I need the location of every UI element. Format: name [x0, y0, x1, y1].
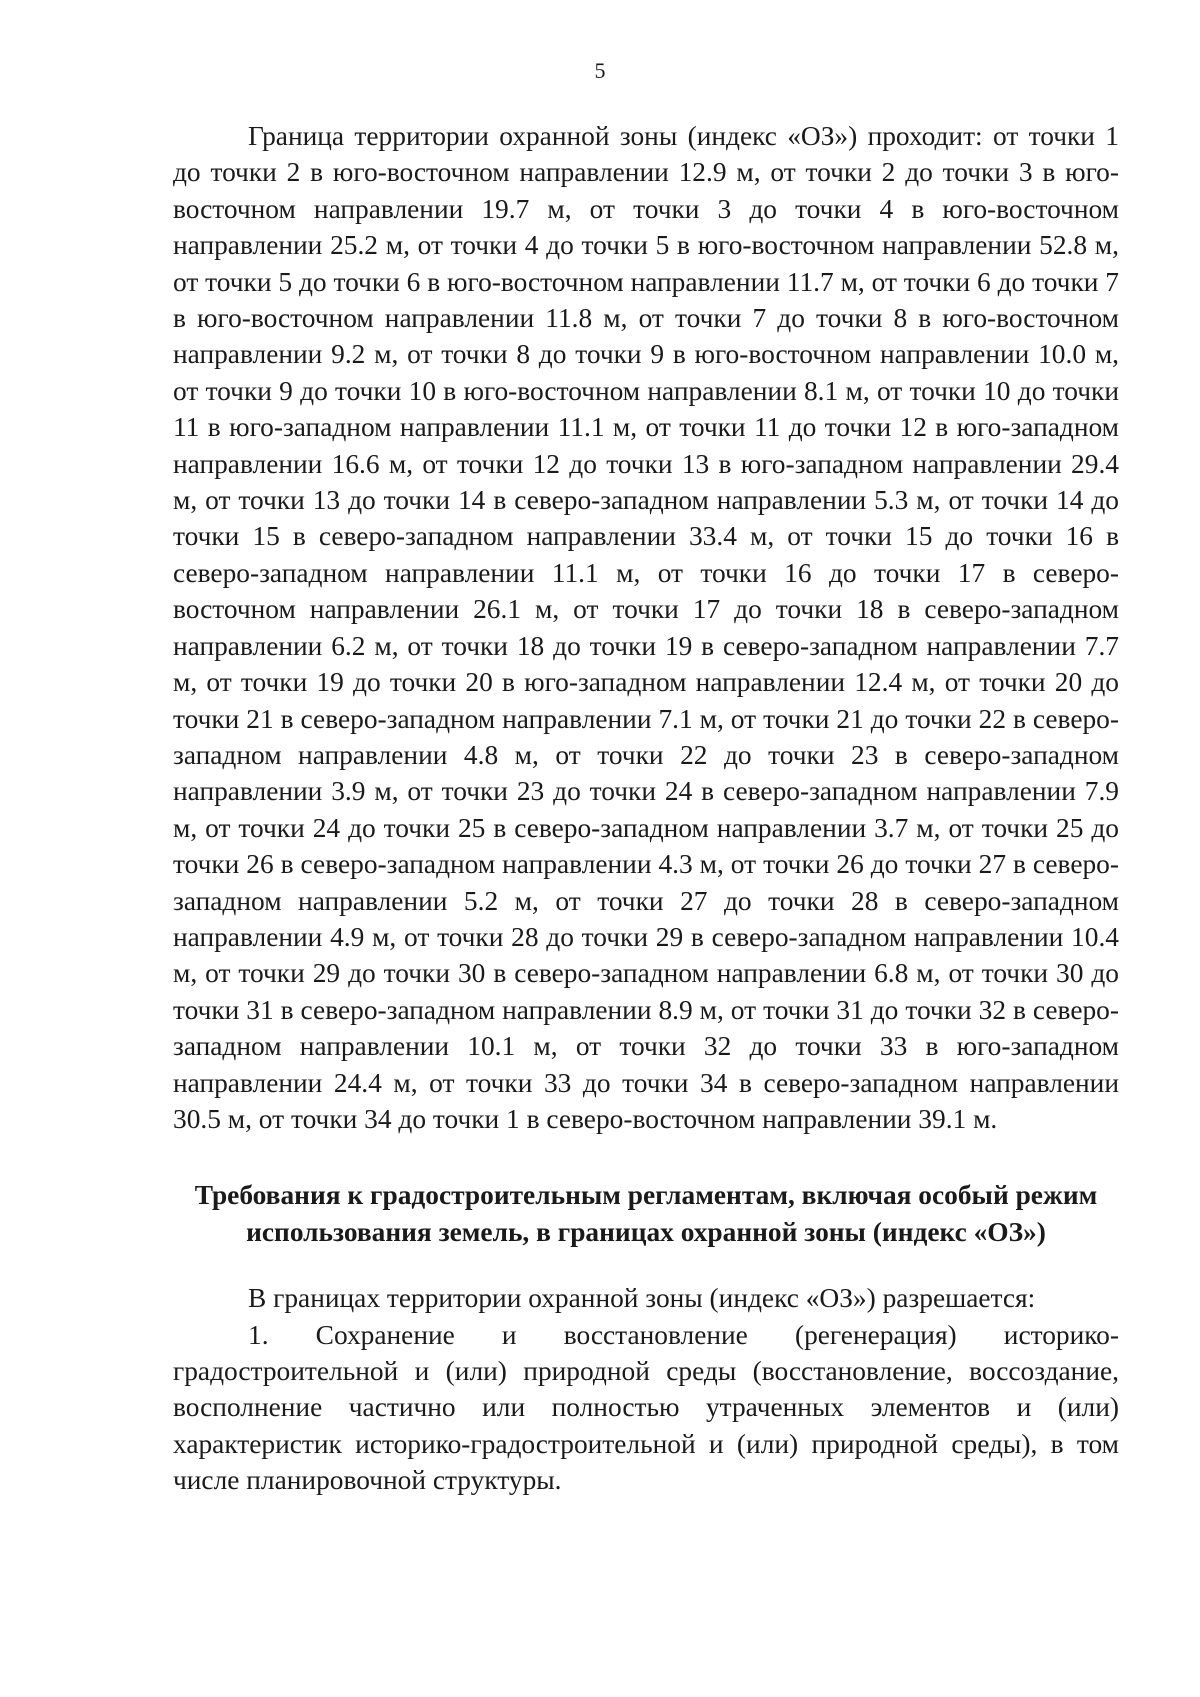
page-number: 5: [594, 58, 606, 83]
document-body: [173, 118, 1119, 1499]
boundary-description: Граница территории охранной зоны (индекс «ОЗ») проходит: от точки 1 до точки 2 в юго-восточном направлении 12.9 м, от точки 2 до точки 3 в юго-восточном направлении 19.7 м, от точки 3 до точки 4 в юго-восточном направлении 25.2 м, от точки 4 до точки 5 в юго-восточном направлении 52.8 м, от точки 5 до точки 6 в юго-восточном направлении 11.7 м, от точки 6 до точки 7 в юго-восточном направлении 11.8 м, от точки 7 до точки 8 в юго-восточном направлении 9.2 м, от точки 8 до точки 9 в юго-восточном направлении 10.0 м, от точки 9 до точки 10 в юго-восточном направлении 8.1 м, от точки 10 до точки 11 в юго-западном направлении 11.1 м, от точки 11 до точки 12 в юго-западном направлении 16.6 м, от точки 12 до точки 13 в юго-западном направлении 29.4 м, от точки 13 до точки 14 в северо-западном направлении 5.3 м, от точки 14 до точки 15 в северо-западном направлении 33.4 м, от точки 15 до точки 16 в северо-западном направлении 11.1 м, от точки 16 до точки 17 в северо-восточном направлении 26.1 м, от точки 17 до точки 18 в северо-западном направлении 6.2 м, от точки 18 до точки 19 в северо-западном направлении 7.7 м, от точки 19 до точки 20 в юго-западном направлении 12.4 м, от точки 20 до точки 21 в северо-западном направлении 7.1 м, от точки 21 до точки 22 в северо-западном направлении 4.8 м, от точки 22 до точки 23 в северо-западном направлении 3.9 м, от точки 23 до точки 24 в северо-западном направлении 7.9 м, от точки 24 до точки 25 в северо-западном направлении 3.7 м, от точки 25 до точки 26 в северо-западном направлении 4.3 м, от точки 26 до точки 27 в северо-западном направлении 5.2 м, от точки 27 до точки 28 в северо-западном направлении 4.9 м, от точки 28 до точки 29 в северо-западном направлении 10.4 м, от точки 29 до точки 30 в северо-западном направлении 6.8 м, от точки 30 до точки 31 в северо-западном направлении 8.9 м, от точки 31 до точки 32 в северо-западном направлении 10.1 м, от точки 32 до точки 33 в юго-западном направлении 24.4 м, от точки 33 до точки 34 в северо-западном направлении 30.5 м, от точки 34 до точки 1 в северо-восточном направлении 39.1 м.: [173, 121, 1119, 1134]
section-heading: Требования к градостроительным регламентам, включая особый режим использования земель, в границах охранной зоны (индекс «ОЗ»): [194, 1180, 1098, 1247]
requirement-item-1: 1. Сохранение и восстановление (регенерация) историко-градостроительной и (или) природной среды (восстановление, воссоздание, восполнение частично или полностью утраченных элементов и (или) характеристик историко-градостроительной и (или) природной среды), в том числе планировочной структуры.: [173, 1319, 1119, 1496]
requirements-intro: В границах территории охранной зоны (индекс «ОЗ») разрешается:: [248, 1283, 1036, 1314]
